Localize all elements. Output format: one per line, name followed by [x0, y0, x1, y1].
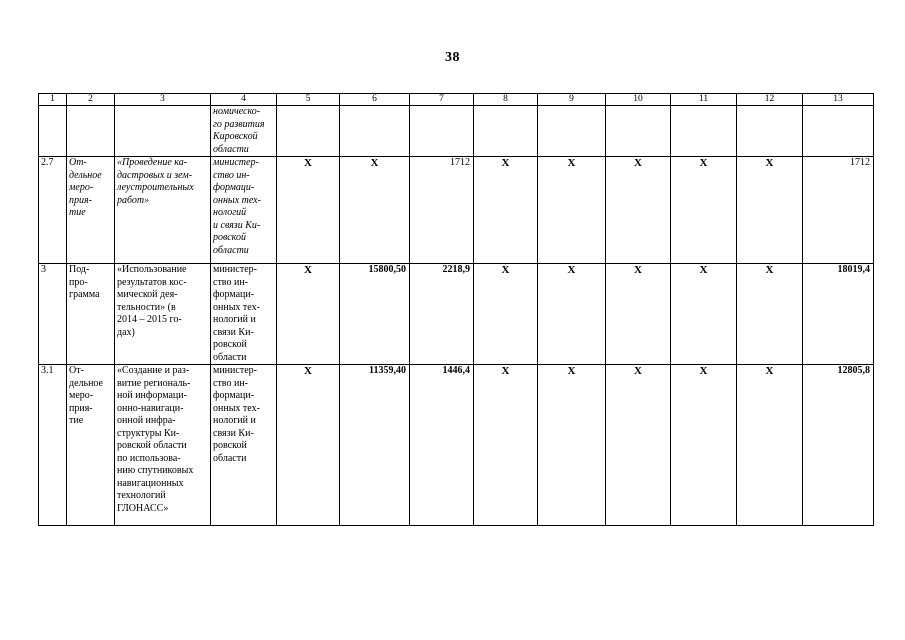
cell-total: 12805,8	[803, 365, 874, 526]
cell-value	[538, 106, 606, 157]
cell-status: От- дельное меро- прия- тие	[67, 157, 115, 264]
cell-status: От- дельное меро- прия- тие	[67, 365, 115, 526]
cell-total	[803, 106, 874, 157]
column-header: 2	[67, 94, 115, 106]
cell-value: Х	[606, 264, 671, 365]
cell-value	[277, 106, 340, 157]
cell-value: Х	[277, 157, 340, 264]
cell-executor: министер- ство ин- формаци- онных тех- нологий и связи Ки- ровской области	[211, 365, 277, 526]
column-header: 3	[115, 94, 211, 106]
cell-value	[474, 106, 538, 157]
column-header: 11	[671, 94, 737, 106]
cell-value: Х	[671, 365, 737, 526]
cell-value: 1712	[410, 157, 474, 264]
cell-value: Х	[474, 264, 538, 365]
cell-value: Х	[606, 365, 671, 526]
cell-value: Х	[474, 157, 538, 264]
cell-value: 11359,40	[340, 365, 410, 526]
table-header-row	[39, 94, 874, 106]
program-table	[38, 93, 874, 526]
table-row	[39, 264, 874, 365]
cell-executor: номическо- го развития Кировской области	[211, 106, 277, 157]
column-header: 4	[211, 94, 277, 106]
column-header: 1	[39, 94, 67, 106]
cell-value: Х	[737, 157, 803, 264]
cell-value: 1446,4	[410, 365, 474, 526]
column-header: 7	[410, 94, 474, 106]
cell-name: «Использование результатов кос- мической дея- тельности» (в 2014 – 2015 го- дах)	[115, 264, 211, 365]
cell-value: Х	[538, 264, 606, 365]
cell-value	[671, 106, 737, 157]
cell-value: Х	[737, 264, 803, 365]
cell-name: «Проведение ка- дастровых и зем- леустроительных работ»	[115, 157, 211, 264]
column-header: 9	[538, 94, 606, 106]
cell-value: Х	[538, 365, 606, 526]
table-row	[39, 365, 874, 526]
cell-name	[115, 106, 211, 157]
cell-total: 18019,4	[803, 264, 874, 365]
cell-value	[340, 106, 410, 157]
cell-number: 3.1	[39, 365, 67, 526]
page-number: 38	[445, 50, 460, 65]
cell-value: Х	[737, 365, 803, 526]
cell-value: Х	[671, 157, 737, 264]
cell-value	[410, 106, 474, 157]
cell-status	[67, 106, 115, 157]
cell-name: «Создание и раз- витие региональ- ной информаци- онно-навигаци- онной инфра- структуры Ки- ровской области по использова- нию спутниковых навигационных технологий ГЛОНАСС»	[115, 365, 211, 526]
column-header: 12	[737, 94, 803, 106]
cell-value: Х	[474, 365, 538, 526]
table-row	[39, 157, 874, 264]
cell-value: Х	[277, 264, 340, 365]
cell-number	[39, 106, 67, 157]
cell-number: 3	[39, 264, 67, 365]
cell-value: 15800,50	[340, 264, 410, 365]
cell-executor: министер- ство ин- формаци- онных тех- нологий и связи Ки- ровской области	[211, 264, 277, 365]
cell-value: Х	[606, 157, 671, 264]
cell-value	[737, 106, 803, 157]
cell-value: Х	[538, 157, 606, 264]
cell-value: Х	[277, 365, 340, 526]
cell-value: Х	[340, 157, 410, 264]
column-header: 8	[474, 94, 538, 106]
cell-value	[606, 106, 671, 157]
column-header: 10	[606, 94, 671, 106]
column-header: 5	[277, 94, 340, 106]
column-header: 13	[803, 94, 874, 106]
cell-executor: министер- ство ин- формаци- онных тех- нологий и связи Ки- ровской области	[211, 157, 277, 264]
cell-value: 2218,9	[410, 264, 474, 365]
cell-total: 1712	[803, 157, 874, 264]
table-row	[39, 106, 874, 157]
column-header: 6	[340, 94, 410, 106]
cell-status: Под- про- грамма	[67, 264, 115, 365]
cell-value: Х	[671, 264, 737, 365]
cell-number: 2.7	[39, 157, 67, 264]
